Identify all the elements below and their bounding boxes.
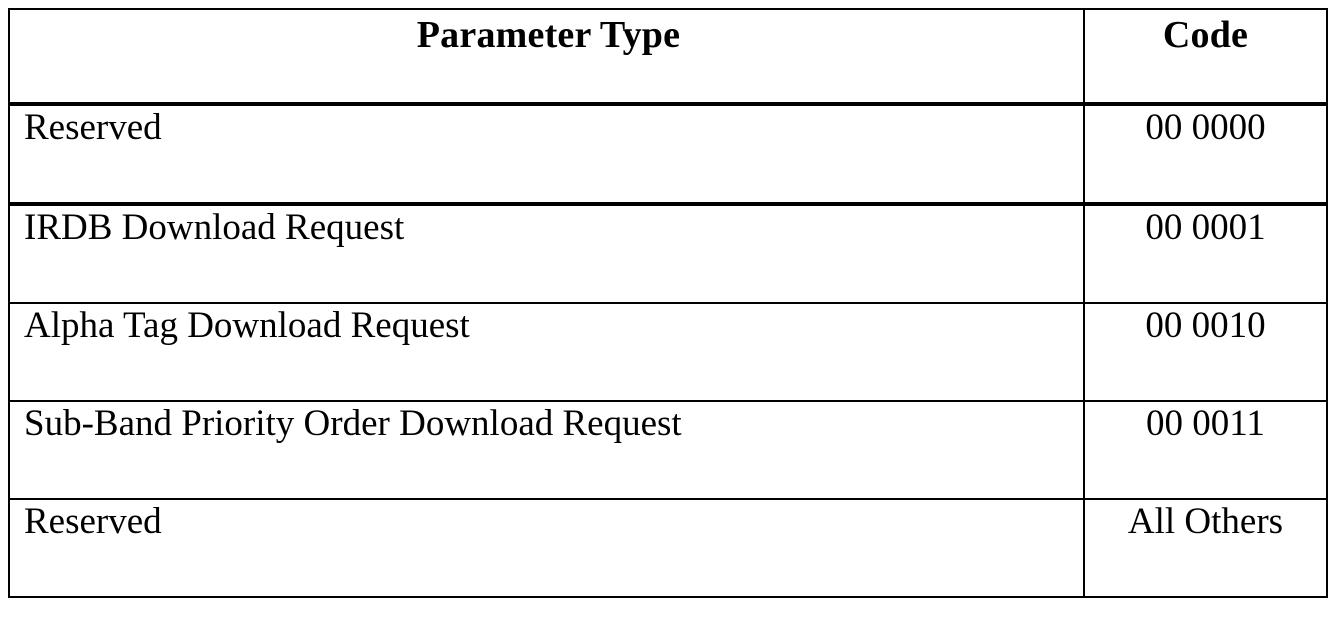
cell-parameter-type-text: Alpha Tag Download Request (24, 305, 470, 346)
cell-parameter-type (9, 499, 1084, 597)
cell-code-text: All Others (1127, 501, 1284, 542)
cell-code (1084, 104, 1327, 204)
cell-code (1084, 303, 1327, 401)
cell-code (1084, 499, 1327, 597)
cell-code-text: 00 0000 (1145, 107, 1266, 148)
cell-parameter-type-text: Reserved (24, 501, 162, 542)
column-header-parameter-type (9, 9, 1084, 104)
column-header-code (1084, 9, 1327, 104)
cell-parameter-type-text: IRDB Download Request (24, 207, 405, 248)
cell-parameter-type (9, 204, 1084, 303)
cell-code (1084, 401, 1327, 499)
cell-parameter-type-text: Reserved (24, 107, 162, 148)
table-row (9, 499, 1327, 597)
cell-parameter-type (9, 104, 1084, 204)
cell-code-text: 00 0001 (1145, 207, 1266, 248)
parameter-type-code-table (8, 8, 1328, 598)
cell-parameter-type (9, 303, 1084, 401)
cell-parameter-type (9, 401, 1084, 499)
table-row (9, 104, 1327, 204)
column-header-parameter-type-label: Parameter Type (416, 14, 681, 56)
table-row (9, 303, 1327, 401)
cell-code-text: 00 0011 (1146, 403, 1265, 444)
column-header-code-label: Code (1162, 14, 1249, 56)
cell-code-text: 00 0010 (1145, 305, 1266, 346)
table-row (9, 401, 1327, 499)
table-header-row (9, 9, 1327, 104)
table-row (9, 204, 1327, 303)
cell-code (1084, 204, 1327, 303)
cell-parameter-type-text: Sub-Band Priority Order Download Request (24, 403, 682, 444)
